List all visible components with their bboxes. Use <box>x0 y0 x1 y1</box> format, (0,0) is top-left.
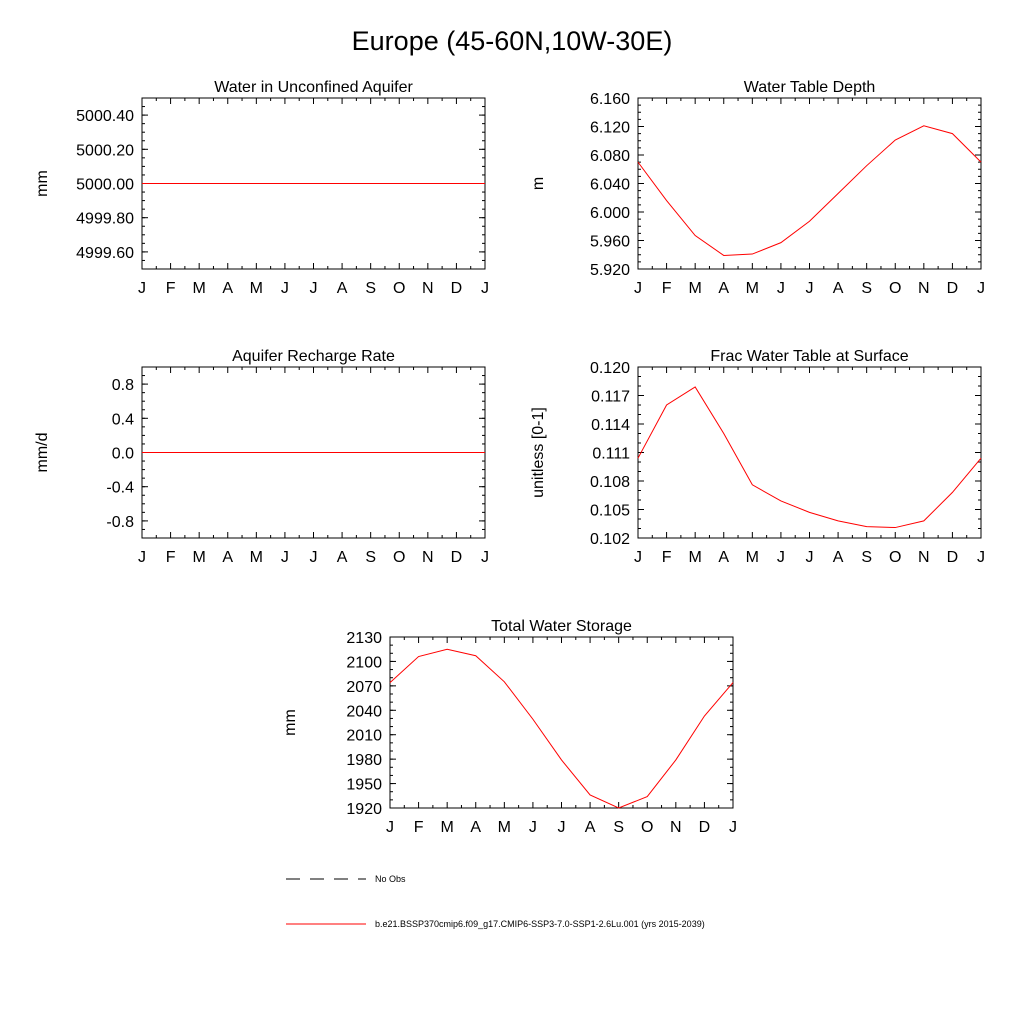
y-tick-label: 0.102 <box>589 531 630 548</box>
y-tick-label: 0.4 <box>111 411 134 429</box>
legend-obs-label: No Obs <box>375 874 406 884</box>
y-tick-label: 5.960 <box>589 233 630 251</box>
x-tick-label: S <box>861 280 873 297</box>
y-tick-label: 2040 <box>346 703 382 721</box>
y-tick-label: 5000.20 <box>76 142 134 160</box>
y-tick-label: 4999.80 <box>76 210 134 228</box>
x-tick-label: S <box>861 549 873 566</box>
x-tick-label: J <box>386 819 394 836</box>
y-tick-label: 5000.00 <box>76 176 134 194</box>
legend-model-label: b.e21.BSSP370cmip6.f09_g17.CMIP6-SSP3-7.0-SSP1-2.6Lu.001 (yrs 2015-2039) <box>375 919 705 929</box>
series-line <box>390 649 733 808</box>
x-tick-label: N <box>670 819 682 836</box>
x-tick-label: M <box>745 280 759 297</box>
y-tick-label: 1920 <box>346 801 382 818</box>
y-tick-label: 6.000 <box>589 205 630 222</box>
y-tick-label: 2070 <box>346 678 382 696</box>
panel-water-table-depth <box>530 79 985 297</box>
x-tick-label: A <box>470 819 482 836</box>
y-axis-label: unitless [0-1] <box>530 407 547 498</box>
x-tick-label: S <box>613 819 625 836</box>
y-tick-label: 0.8 <box>111 377 134 395</box>
y-axis-label: m <box>530 176 547 191</box>
x-tick-label: N <box>918 549 930 566</box>
x-tick-label: F <box>661 280 672 297</box>
panel-title: Water Table Depth <box>743 79 876 96</box>
y-tick-label: 0.114 <box>591 417 630 434</box>
panel-title: Aquifer Recharge Rate <box>232 348 395 365</box>
x-tick-label: M <box>249 549 263 566</box>
y-tick-label: 5.920 <box>589 262 630 279</box>
y-tick-label: 4999.60 <box>76 244 134 262</box>
x-tick-label: S <box>365 549 377 566</box>
x-tick-label: J <box>309 549 318 566</box>
x-tick-label: M <box>249 280 263 297</box>
y-tick-label: 0.111 <box>592 445 630 463</box>
y-axis-label: mm/d <box>34 432 51 473</box>
x-tick-label: M <box>192 280 206 297</box>
x-tick-label: A <box>832 280 844 297</box>
y-tick-label: 2130 <box>346 630 382 647</box>
x-tick-label: F <box>413 819 424 836</box>
y-tick-label: 6.080 <box>589 148 630 165</box>
x-tick-label: J <box>776 549 785 566</box>
x-tick-label: J <box>309 280 318 297</box>
figure-title: Europe (45-60N,10W-30E) <box>351 26 673 56</box>
series-line <box>638 387 981 528</box>
x-tick-label: D <box>698 819 711 836</box>
x-tick-label: A <box>336 280 348 297</box>
x-tick-label: M <box>192 549 206 566</box>
x-tick-label: J <box>280 280 289 297</box>
x-tick-label: A <box>718 549 730 566</box>
x-tick-label: A <box>584 819 596 836</box>
x-tick-label: J <box>557 819 566 836</box>
x-tick-label: D <box>946 549 959 566</box>
panel-title: Frac Water Table at Surface <box>710 348 909 365</box>
y-tick-label: 6.040 <box>589 176 630 194</box>
x-tick-label: O <box>889 549 902 566</box>
x-tick-label: D <box>946 280 959 297</box>
panel-total-water-storage <box>282 618 737 836</box>
x-tick-label: N <box>422 280 434 297</box>
x-tick-label: J <box>634 549 642 566</box>
x-tick-label: A <box>336 549 348 566</box>
y-tick-label: 1980 <box>346 752 382 770</box>
x-tick-label: F <box>165 549 176 566</box>
x-tick-label: O <box>889 280 902 297</box>
panel-frac-water-table-at-surface <box>530 348 985 566</box>
y-tick-label: 2010 <box>346 727 382 745</box>
x-tick-label: M <box>440 819 454 836</box>
x-tick-label: A <box>222 280 234 297</box>
x-tick-label: M <box>688 280 702 297</box>
x-tick-label: N <box>422 549 434 566</box>
x-tick-label: D <box>450 549 463 566</box>
x-tick-label: J <box>977 549 985 566</box>
y-tick-label: 0.0 <box>111 445 134 463</box>
x-tick-label: F <box>165 280 176 297</box>
x-tick-label: O <box>641 819 654 836</box>
y-tick-label: -0.8 <box>106 513 134 531</box>
x-tick-label: F <box>661 549 672 566</box>
x-tick-label: J <box>481 549 489 566</box>
x-tick-label: J <box>138 280 146 297</box>
x-tick-label: S <box>365 280 377 297</box>
x-tick-label: J <box>805 549 814 566</box>
x-tick-label: J <box>138 549 146 566</box>
x-tick-label: A <box>718 280 730 297</box>
y-tick-label: 2100 <box>346 654 382 672</box>
y-tick-label: 5000.40 <box>76 108 134 126</box>
x-tick-label: J <box>776 280 785 297</box>
x-tick-label: M <box>497 819 511 836</box>
x-tick-label: J <box>729 819 737 836</box>
panel-water-in-unconfined-aquifer <box>34 79 489 297</box>
panel-title: Water in Unconfined Aquifer <box>214 79 413 96</box>
y-tick-label: 6.120 <box>589 119 630 137</box>
x-tick-label: J <box>528 819 537 836</box>
y-axis-label: mm <box>34 170 51 197</box>
panel-title: Total Water Storage <box>491 618 632 635</box>
x-tick-label: O <box>393 549 406 566</box>
x-tick-label: J <box>805 280 814 297</box>
y-axis-label: mm <box>282 709 299 736</box>
x-tick-label: A <box>222 549 234 566</box>
y-tick-label: 6.160 <box>589 91 630 108</box>
y-tick-label: -0.4 <box>106 479 134 497</box>
y-tick-label: 0.105 <box>589 502 630 520</box>
x-tick-label: M <box>745 549 759 566</box>
x-tick-label: J <box>280 549 289 566</box>
plot-frame <box>638 98 981 269</box>
x-tick-label: M <box>688 549 702 566</box>
x-tick-label: J <box>977 280 985 297</box>
x-tick-label: J <box>634 280 642 297</box>
legend <box>286 874 705 929</box>
y-tick-label: 1950 <box>346 776 382 794</box>
plot-frame <box>390 637 733 808</box>
x-tick-label: O <box>393 280 406 297</box>
y-tick-label: 0.108 <box>589 474 630 491</box>
x-tick-label: J <box>481 280 489 297</box>
panel-aquifer-recharge-rate <box>34 348 489 566</box>
y-tick-label: 0.117 <box>591 388 630 406</box>
x-tick-label: N <box>918 280 930 297</box>
series-line <box>638 126 981 256</box>
y-tick-label: 0.120 <box>589 360 630 377</box>
x-tick-label: A <box>832 549 844 566</box>
x-tick-label: D <box>450 280 463 297</box>
